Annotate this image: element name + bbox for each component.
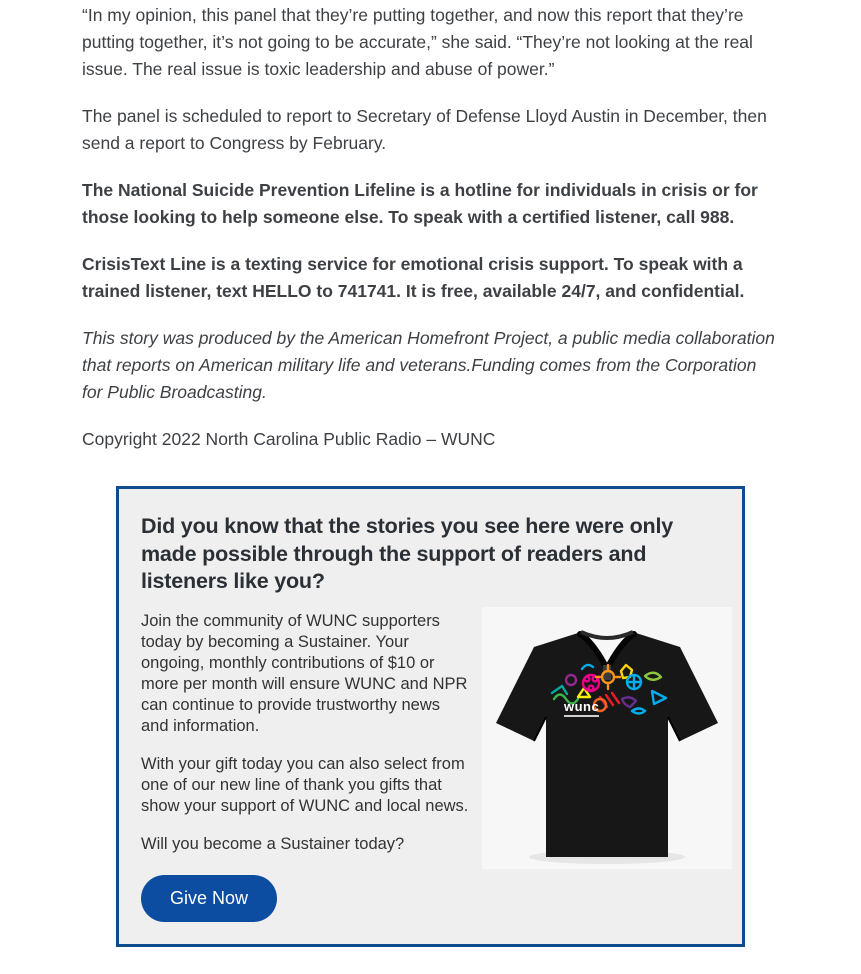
article-paragraph-crisis-text-notice: CrisisText Line is a texting service for emotional crisis support. To speak with a trained listener, text HELLO to 741741. It is free, available 24/7, and confidential. <box>82 254 745 301</box>
article-paragraph-quote: “In my opinion, this panel that they’re putting together, and now this report that they’re putting together, it’s not going to be accurate,” she said. “They’re not looking at the real issue. The real issue is toxic leadership and abuse of power.” <box>82 5 753 79</box>
donation-promo-box <box>116 486 745 947</box>
promo-heading: Did you know that the stories you see here were only made possible through the support of readers and listeners like you? <box>141 514 674 593</box>
promo-gift-text: With your gift today you can also select from one of our new line of thank you gifts that show your support of WUNC and local news. <box>141 754 469 815</box>
article-paragraph-lifeline-notice: The National Suicide Prevention Lifeline is a hotline for individuals in crisis or for those looking to help someone else. To speak with a certified listener, call 988. <box>82 180 758 227</box>
copyright-line: Copyright 2022 North Carolina Public Radio – WUNC <box>82 429 496 449</box>
article-paragraph-panel-schedule: The panel is scheduled to report to Secretary of Defense Lloyd Austin in December, then send a report to Congress by February. <box>82 106 767 153</box>
tshirt-brand-text: wunc <box>564 698 600 714</box>
promo-join-text: Join the community of WUNC supporters today by becoming a Sustainer. Your ongoing, monthly contributions of $10 or more per month will ensure WUNC and NPR can continue to provide trustworthy news and information. <box>141 611 468 735</box>
tshirt-image <box>482 607 732 869</box>
give-now-button[interactable]: Give Now <box>141 875 277 922</box>
article-paragraph-production-credit: This story was produced by the American Homefront Project, a public media collaboration that reports on American military life and veterans.Funding comes from the Corporation for Public Broadcasting. <box>82 328 775 402</box>
tshirt-graphic <box>482 607 732 869</box>
promo-question: Will you become a Sustainer today? <box>141 834 405 853</box>
